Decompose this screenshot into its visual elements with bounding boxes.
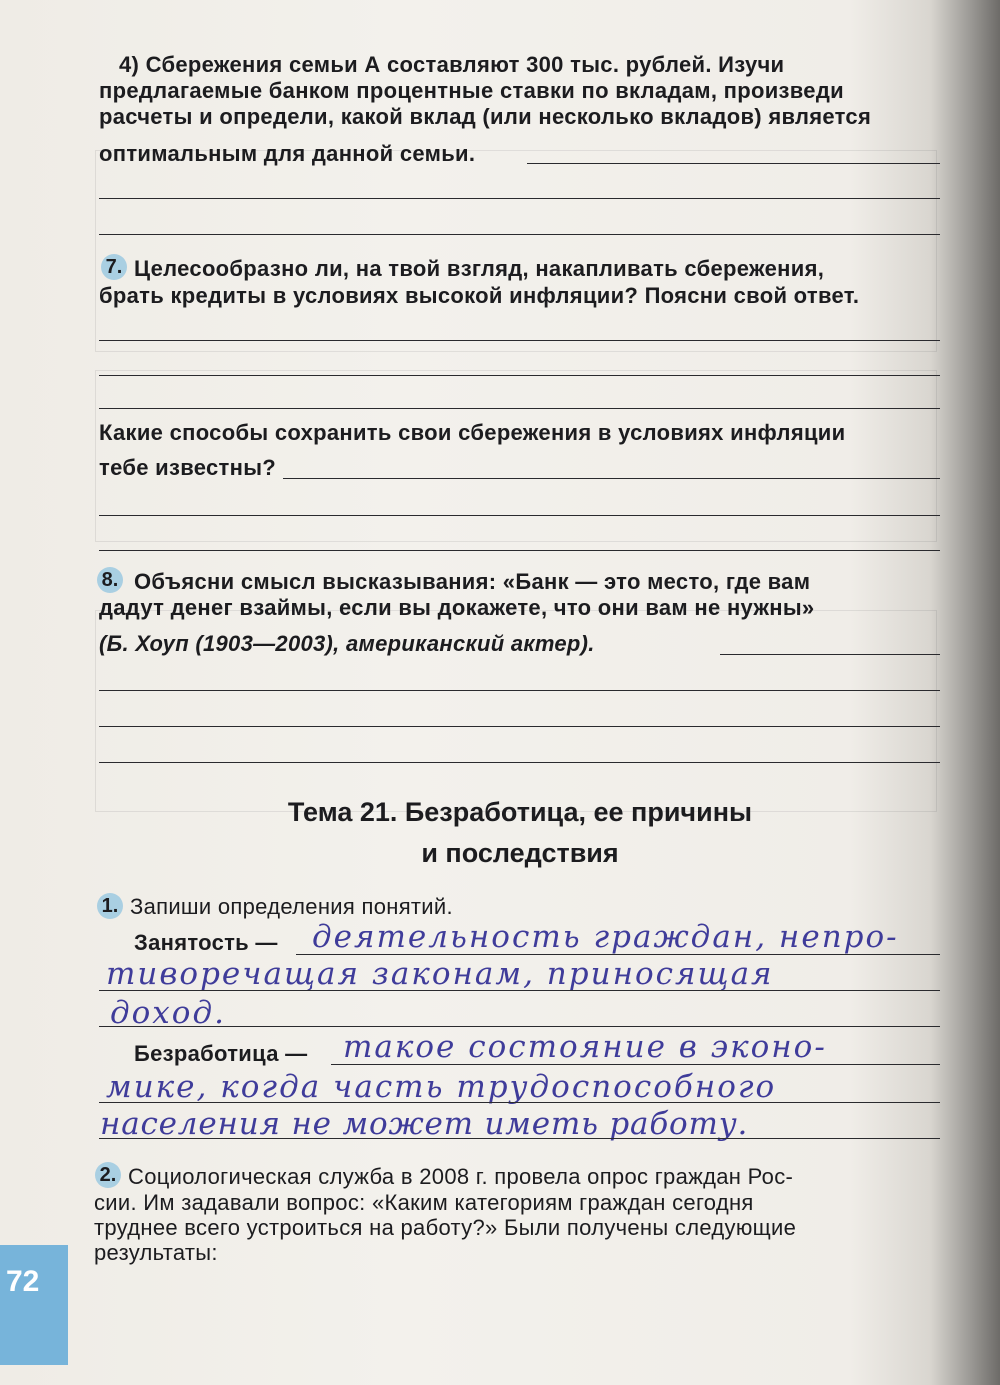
task7-followup-line2: тебе известны? [99, 455, 277, 480]
page-number: 72 [6, 1265, 40, 1298]
answer-line [99, 726, 940, 727]
task4-line4: оптимальным для данной семьи. [99, 141, 476, 166]
task4-line1: 4) Сбережения семьи А составляют 300 тыс. рублей. Изучи [119, 52, 785, 77]
term-employment: Занятость — [134, 930, 278, 955]
task8-attribution: (Б. Хоуп (1903—2003), американский актер). [99, 631, 595, 656]
answer-line [99, 340, 940, 341]
task4-line3: расчеты и определи, какой вклад (или несколько вкладов) является [99, 104, 872, 129]
answer-line [99, 234, 940, 235]
task4-line2: предлагаемые банком процентные ставки по вкладам, произведи [99, 78, 844, 103]
answer-line [99, 690, 940, 691]
topic-title-line1: Тема 21. Безработица, ее причины [287, 797, 753, 827]
task2-badge [95, 1162, 121, 1188]
task1-prompt: Запиши определения понятий. [130, 894, 453, 919]
term-unemployment: Безработица — [134, 1041, 308, 1066]
answer-line [99, 990, 940, 991]
task8-line2: дадут денег взаймы, если вы докажете, что они вам не нужны» [99, 595, 815, 620]
show-through-table [95, 150, 937, 352]
answer-line [283, 478, 940, 479]
task7-followup-line1: Какие способы сохранить свои сбережения в условиях инфляции [99, 420, 846, 445]
task2-line4: результаты: [94, 1240, 218, 1265]
task8-number: 8. [101, 568, 119, 591]
answer-line [99, 550, 940, 551]
task2-line2: сии. Им задавали вопрос: «Каким категориям граждан сегодня [94, 1190, 754, 1215]
answer-line [99, 1102, 940, 1103]
page-number-tab [0, 1245, 68, 1365]
task7-badge [101, 254, 127, 280]
task7-line1: Целесообразно ли, на твой взгляд, накапливать сбережения, [134, 256, 825, 281]
handwritten-answer: такое состояние в эконо- [343, 1029, 827, 1065]
answer-line [99, 198, 940, 199]
handwritten-answer: деятельность граждан, непро- [312, 919, 899, 955]
task2-line1: Социологическая служба в 2008 г. провела опрос граждан Рос- [128, 1164, 794, 1189]
answer-line [296, 954, 940, 955]
answer-line [99, 375, 940, 376]
handwritten-answer: населения не может иметь работу. [100, 1106, 749, 1142]
task2-number: 2. [99, 1163, 117, 1186]
answer-line [99, 515, 940, 516]
handwritten-answer: тиворечащая законам, приносящая [106, 956, 774, 992]
answer-line [99, 1026, 940, 1027]
task7-line2: брать кредиты в условиях высокой инфляции? Поясни свой ответ. [99, 283, 860, 308]
answer-line [720, 654, 940, 655]
answer-line [527, 163, 940, 164]
task8-badge [97, 567, 123, 593]
task1-badge [97, 893, 123, 919]
task2-line3: труднее всего устроиться на работу?» Были получены следующие [94, 1215, 797, 1240]
topic-title-line2: и последствия [421, 838, 619, 868]
handwritten-answer: мике, когда часть трудоспособного [106, 1069, 777, 1105]
answer-line [99, 1138, 940, 1139]
task1-number: 1. [101, 894, 119, 917]
answer-line [99, 762, 940, 763]
handwritten-answer: доход. [110, 995, 226, 1031]
answer-line [99, 408, 940, 409]
task7-number: 7. [105, 255, 123, 278]
answer-line [331, 1064, 940, 1065]
task8-line1: Объясни смысл высказывания: «Банк — это место, где вам [134, 569, 811, 594]
